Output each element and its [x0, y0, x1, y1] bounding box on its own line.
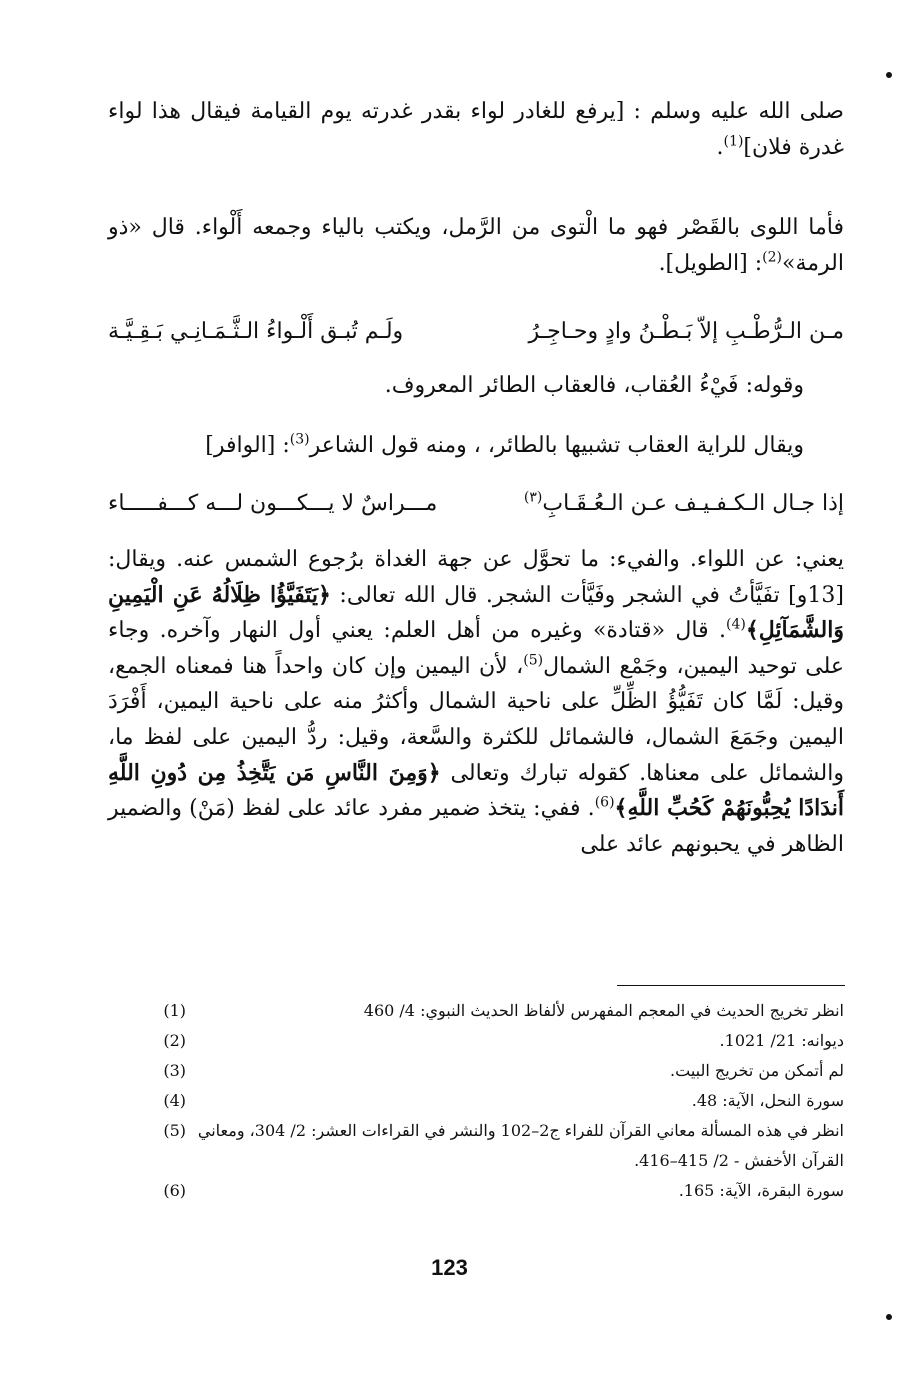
footnote-list — [130, 996, 844, 1206]
verse-1-second-hemistich: مـن الـرُّطْـبِ إلاّ بَـطْـنُ وادٍ وحـاجِـرُ — [528, 319, 844, 344]
paragraph-raya-meter: : [الوافر] — [205, 433, 290, 458]
footnote-ref-3[interactable]: (3) — [289, 431, 310, 448]
paragraph-hadith — [108, 94, 844, 166]
footnote-ref-2[interactable]: (2) — [762, 249, 782, 266]
quran-verse-nahl: ﴿يَتَفَيَّؤُا ظِلَالُهُ عَنِ الْيَمِينِ وَالشَّمَآئِلِ﴾ — [108, 581, 844, 644]
verse-1-first-hemistich: ولَـم تُبـق أَلْـواءُ الـثَّـمَـانِـي بَـقِـيَّـة — [108, 319, 404, 344]
verse-1 — [108, 312, 844, 352]
footnote-item — [130, 1086, 844, 1116]
footnote-number: (3) — [163, 1061, 186, 1080]
page-edge-mark-top — [886, 72, 892, 78]
footnote-ref-1[interactable]: (1) — [723, 133, 744, 150]
footnote-number: (1) — [163, 1001, 186, 1020]
paragraph-fay — [108, 542, 844, 862]
footnote-text: سورة البقرة، الآية: 165. — [678, 1181, 844, 1200]
footnote-item — [130, 1176, 844, 1206]
footnote-text: انظر تخريج الحديث في المعجم المفهرس لألفاظ الحديث النبوي: 4/ 460 — [363, 1001, 844, 1020]
footnote-item — [130, 1056, 844, 1086]
paragraph-hadith-end: . — [716, 135, 724, 160]
paragraph-fay-text-b: . قال «قتادة» وغيره من أهل العلم: يعني أول النهار وآخره. وجاء على توحيد اليمين، وجَمْع الشمال — [108, 618, 844, 679]
paragraph-raya — [108, 428, 844, 464]
verse-2-second-hemistich: إذا جـال الـكـفـيـف عـن الـعُـقَـابِ — [542, 491, 844, 516]
quran-verse-baqara: ﴿وَمِنَ النَّاسِ مَن يَتَّخِذُ مِن دُونِ اللَّهِ أَندَادًا يُحِبُّونَهُمْ كَحُبِّ اللَّهِ﴾ — [108, 759, 845, 822]
footnote-number: (2) — [163, 1031, 186, 1050]
paragraph-hadith-text: صلى الله عليه وسلم : [يرفع للغادر لواء بقدر غدرته يوم القيامة فيقال هذا لواء غدرة فلان] — [108, 99, 844, 160]
footnote-text: انظر في هذه المسألة معاني القرآن للفراء ج2–102 والنشر في القراءات العشر: 2/ 304، ومعاني القرآن الأخفش - 2/ 415–416. — [197, 1121, 844, 1170]
paragraph-lawa-meter: : [الطويل]. — [658, 251, 763, 276]
footnote-item — [130, 996, 844, 1026]
footnote-item — [130, 1026, 844, 1056]
footnote-text: ديوانه: 21/ 1021. — [719, 1031, 844, 1050]
verse-2-ref: (٣) — [523, 489, 543, 506]
footnote-ref-5[interactable]: (5) — [523, 652, 544, 669]
paragraph-fay-text-a: يعني: عن اللواء. والفيء: ما تحوَّل عن جهة الغداة برُجوع الشمس عنه. ويقال: [13و] تفَيَّأتُ في الشجر وفَيَّأت الشجر. قال الله تعالى: — [108, 547, 844, 608]
footnote-text: لم أتمكن من تخريج البيت. — [670, 1061, 844, 1080]
paragraph-fay-text-d: . ففي: يتخذ ضمير مفرد عائد على لفظ (مَنْ) والضمير الظاهر في يحبونهم عائد على — [108, 796, 844, 857]
footnote-number: (6) — [163, 1181, 186, 1200]
paragraph-lawa-text: فأما اللوى بالقَصْر فهو ما الْتوى من الرَّمل، ويكتب بالياء وجمعه أَلْواء. قال «ذو الرمة» — [108, 215, 844, 276]
footnote-divider — [617, 985, 845, 986]
footnote-number: (4) — [163, 1091, 186, 1110]
footnote-number: (5) — [163, 1121, 186, 1140]
paragraph-raya-text: ويقال للراية العقاب تشبيها بالطائر، ، ومنه قول الشاعر — [309, 433, 804, 458]
footnote-text: سورة النحل، الآية: 48. — [691, 1091, 844, 1110]
page-number: 123 — [431, 1255, 468, 1280]
paragraph-lawa — [108, 210, 844, 282]
page-edge-mark-bottom — [886, 1314, 892, 1320]
paragraph-fay-text-c: ، لأن اليمين وإن كان واحداً هنا فمعناه الجمع، وقيل: لَمَّا كان تَفَيُّؤُ الظِّلِّ على ناحية الشمال وأكثرُ منه على ناحية اليمين، أَفْرَدَ اليمين وجَمَعَ الشمال، فالشمائل للكثرة والسَّعة، وقيل: ردُّ اليمين على لفظ ما، والشمائل على معناها. كقوله تبارك وتعالى — [108, 653, 844, 786]
footnote-item — [130, 1116, 844, 1176]
verse-2 — [108, 484, 844, 524]
verse-2-first-hemistich: مـــراسٌ لا يـــكـــون لـــه كـــفـــــاء — [108, 491, 438, 516]
footnote-ref-6[interactable]: (6) — [594, 794, 615, 811]
paragraph-uqab — [108, 368, 844, 404]
verse-2-second-group — [524, 484, 844, 524]
paragraph-uqab-text: وقوله: فَيْءُ العُقاب، فالعقاب الطائر المعروف. — [384, 373, 804, 398]
footnote-ref-4[interactable]: (4) — [725, 616, 746, 633]
